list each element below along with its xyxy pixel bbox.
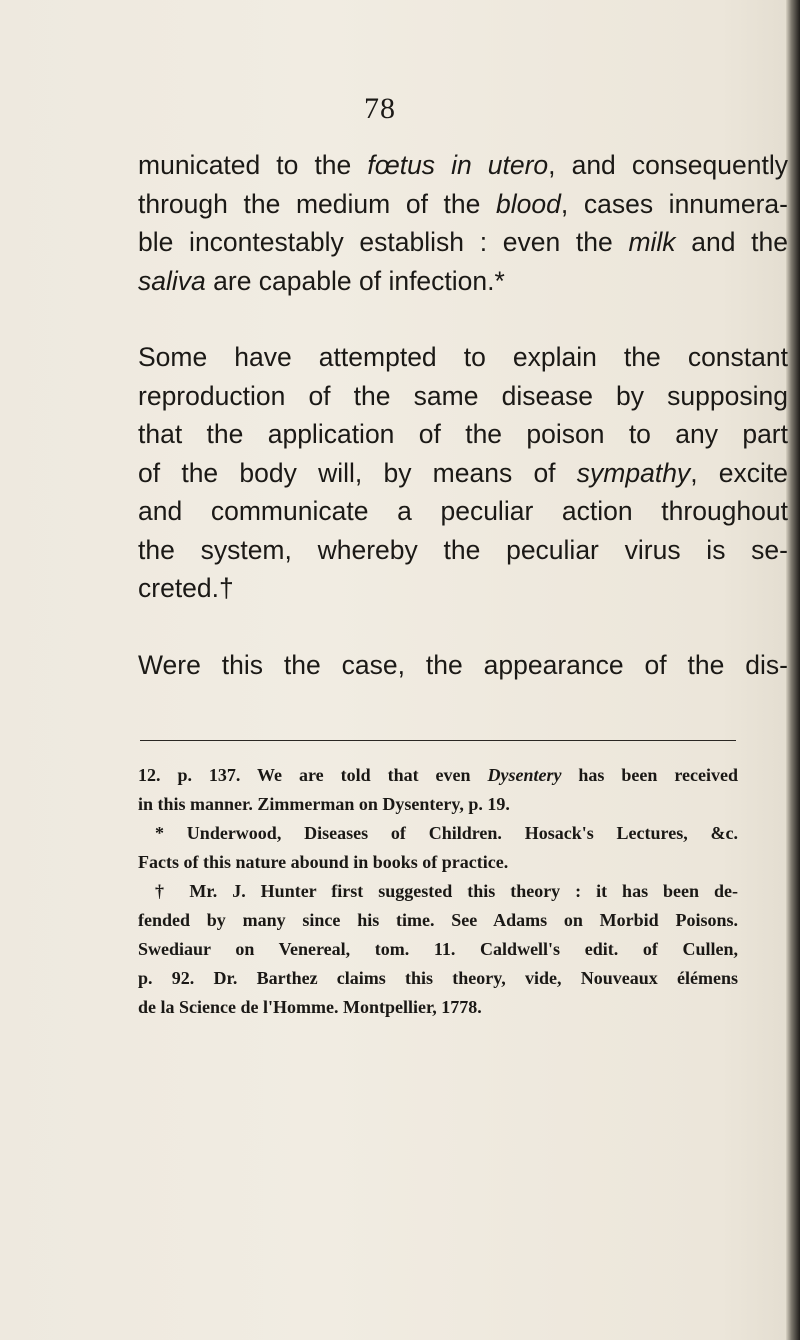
paragraph-1: [138, 146, 788, 300]
page-number: 78: [364, 92, 396, 125]
text-line: Some have attempted to explain the constant: [138, 342, 788, 372]
text-line: reproduction of the same disease by supposing: [138, 380, 788, 411]
footnote-line: Swediaur on Venereal, tom. 11. Caldwell's edit. of Cullen,: [138, 939, 738, 959]
text-line: saliva are capable of infection.*: [138, 265, 505, 296]
text-line: the system, whereby the peculiar virus is se-: [138, 534, 788, 565]
footnote-line: de la Science de l'Homme. Montpellier, 1778.: [138, 997, 482, 1017]
text-line: creted.†: [138, 573, 234, 603]
footnote-line: Facts of this nature abound in books of practice.: [138, 852, 509, 872]
body-text: [138, 146, 788, 684]
footnote-line: fended by many since his time. See Adams on Morbid Poisons.: [138, 910, 738, 930]
text-line: Were this the case, the appearance of the dis-: [138, 649, 788, 680]
footnote-line: * Underwood, Diseases of Children. Hosack's Lectures, &c.: [155, 823, 738, 843]
text-line: and communicate a peculiar action throughout: [138, 496, 788, 526]
footnote-divider: [140, 740, 736, 741]
text-line: through the medium of the blood, cases innumera-: [138, 188, 788, 219]
paragraph-3: [138, 646, 788, 685]
footnote-line: 12. p. 137. We are told that even Dysentery has been received: [138, 765, 738, 785]
text-line: that the application of the poison to any part: [138, 419, 788, 449]
footnote-line: p. 92. Dr. Barthez claims this theory, vide, Nouveaux élémens: [138, 968, 738, 988]
text-line: municated to the fœtus in utero, and consequently: [138, 150, 788, 180]
text-line: ble incontestably establish : even the milk and the: [138, 227, 788, 257]
text-line: of the body will, by means of sympathy, excite: [138, 457, 789, 488]
footnote-line: in this manner. Zimmerman on Dysentery, p. 19.: [138, 794, 510, 814]
paragraph-2: [138, 338, 788, 608]
footnotes: [138, 761, 738, 1022]
page-edge-shadow: [786, 0, 800, 1340]
footnote-line: † Mr. J. Hunter first suggested this theory : it has been de-: [155, 881, 738, 901]
